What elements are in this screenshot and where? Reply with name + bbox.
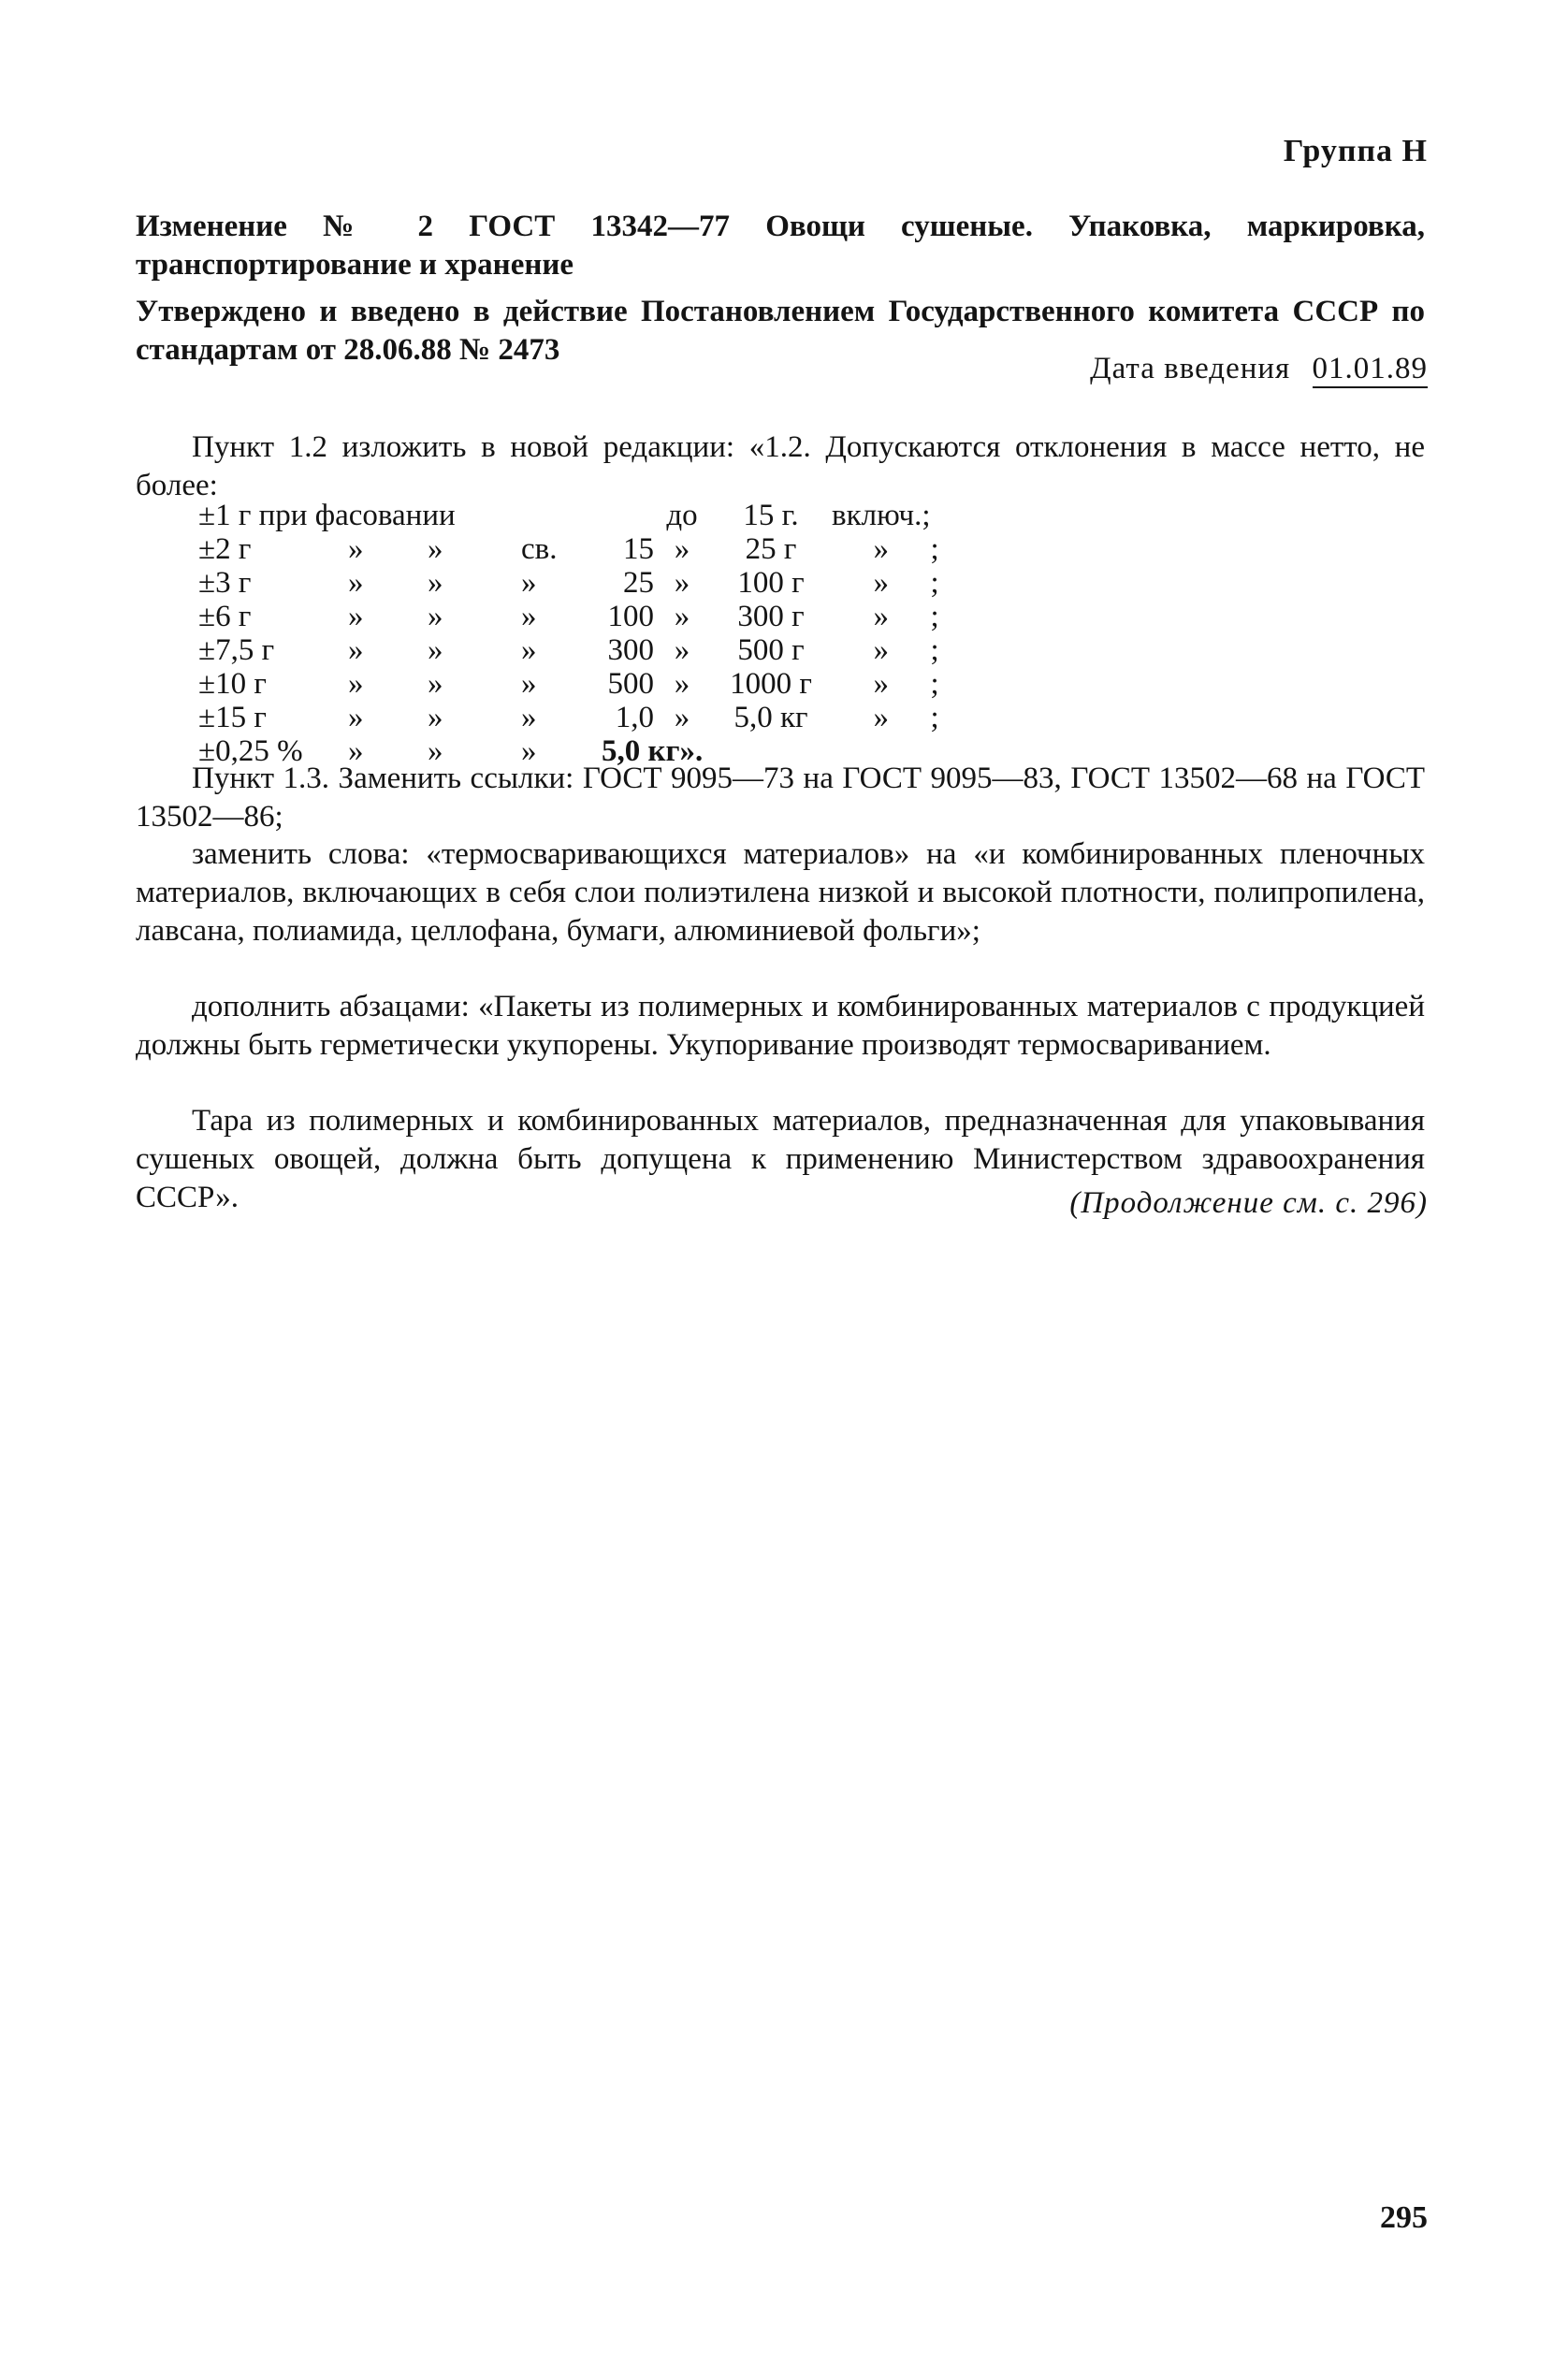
tolerance-row	[198, 667, 950, 701]
tolerance-cell-to: 25 г	[745, 532, 797, 566]
tolerance-cell-end: ;	[930, 667, 939, 701]
tolerance-cell-from: 300	[607, 633, 654, 667]
tolerance-cell-c4: »	[521, 566, 537, 600]
tolerance-cell-c3: »	[428, 734, 443, 768]
tolerance-cell-to: 500 г	[737, 633, 805, 667]
tolerance-cell-tol: ±1 г при фасовании	[198, 499, 456, 532]
clause-1-3-replace-words: заменить слова: «термосваривающихся материалов» на «и комбинированных пленочных материалов, включающих в себя слои полиэтилена низкой и высокой плотности, полипропилена, лавсана, полиамида, целлофана, бумаги, алюминиевой фольги»;	[136, 837, 1425, 948]
tolerance-cell-from: 100	[607, 600, 654, 633]
tolerance-cell-to: 15 г.	[743, 499, 799, 532]
tolerance-cell-end: ;	[930, 633, 939, 667]
page-number: 295	[1380, 2200, 1428, 2235]
tolerance-row	[198, 532, 950, 566]
tolerance-cell-to-word: »	[674, 701, 690, 734]
tolerance-row	[198, 600, 950, 633]
tolerance-cell-c2: »	[348, 734, 364, 768]
tolerance-cell-end	[931, 499, 950, 532]
tolerance-cell-end: ;	[930, 566, 939, 600]
tolerance-cell-c4: »	[521, 667, 537, 701]
tolerance-cell-to-word: »	[674, 566, 690, 600]
group-label: Группа Н	[1283, 134, 1428, 168]
tolerance-cell-q: »	[873, 566, 889, 600]
tolerance-cell-q: включ.;	[832, 499, 931, 532]
tolerance-cell-to-word: »	[674, 633, 690, 667]
tolerance-cell-end: ;	[930, 701, 939, 734]
tolerance-cell-c2: »	[348, 566, 364, 600]
tolerance-cell-tol: ±2 г	[198, 532, 252, 566]
tolerance-cell-c3: »	[428, 701, 443, 734]
amendment-title: Изменение № 2 ГОСТ 13342—77 Овощи сушеные. Упаковка, маркировка, транспортирование и хранение	[136, 210, 1425, 282]
approval-statement: Утверждено и введено в действие Постановлением Государственного комитета СССР по стандартам от 28.06.88 № 2473	[136, 295, 1425, 367]
tolerance-cell-to-word: »	[674, 532, 690, 566]
clause-1-2-intro: Пункт 1.2 изложить в новой редакции: «1.2. Допускаются отклонения в массе нетто, не более:	[136, 430, 1425, 502]
tolerance-cell-c4: »	[521, 600, 537, 633]
tolerance-cell-tol: ±6 г	[198, 600, 252, 633]
tolerance-cell-c4: »	[521, 734, 537, 768]
tolerance-cell-from	[587, 499, 654, 532]
tolerance-cell-c2: »	[348, 600, 364, 633]
tolerance-cell-tol: ±10 г	[198, 667, 267, 701]
tolerance-cell-c4: »	[521, 633, 537, 667]
tolerance-cell-to: 5,0 кг	[733, 701, 808, 734]
tolerance-cell-from: 25	[623, 566, 654, 600]
tolerance-cell-c4: »	[521, 701, 537, 734]
clause-1-3-references: Пункт 1.3. Заменить ссылки: ГОСТ 9095—73 на ГОСТ 9095—83, ГОСТ 13502—68 на ГОСТ 13502—86;	[136, 762, 1425, 834]
tolerance-cell-c3: »	[428, 667, 443, 701]
tolerance-row	[198, 633, 950, 667]
tolerance-cell-to: 1000 г	[730, 667, 812, 701]
tolerance-row	[198, 701, 950, 734]
tolerance-cell-q: »	[873, 532, 889, 566]
tolerance-cell-c2: »	[348, 701, 364, 734]
tolerance-cell-c4: св.	[521, 532, 558, 566]
tolerance-cell-c3: »	[428, 633, 443, 667]
tolerance-cell-from: 15	[623, 532, 654, 566]
tolerance-cell-c3: »	[428, 566, 443, 600]
tolerance-cell-q: »	[873, 701, 889, 734]
tolerance-table	[198, 499, 950, 768]
tolerance-table-body	[198, 499, 950, 768]
tolerance-cell-c2: »	[348, 667, 364, 701]
clause-1-3-add-paragraph: дополнить абзацами: «Пакеты из полимерных и комбинированных материалов с продукцией должны быть герметически укупорены. Укупоривание производят термосвариванием.	[136, 990, 1425, 1062]
tolerance-cell-tol: ±0,25 %	[198, 734, 303, 768]
tolerance-cell-to: 100 г	[737, 566, 805, 600]
tolerance-cell-to-word: »	[674, 600, 690, 633]
effective-date	[1090, 351, 1428, 388]
tolerance-cell-from: 1,0	[615, 701, 654, 734]
tolerance-cell-to-word: до	[666, 499, 698, 532]
tolerance-cell-c2: »	[348, 532, 364, 566]
tolerance-cell-to-word: »	[674, 667, 690, 701]
tolerance-row	[198, 499, 950, 532]
tolerance-cell-from: 500	[607, 667, 654, 701]
tolerance-cell-q: »	[873, 633, 889, 667]
tolerance-cell-c2: »	[348, 633, 364, 667]
clause-1-3-packaging-paragraph: Тара из полимерных и комбинированных материалов, предназначенная для упаковывания сушеных овощей, должна быть допущена к применению Министерством здравоохранения СССР».	[136, 1104, 1425, 1214]
effective-date-value: 01.01.89	[1313, 351, 1429, 388]
tolerance-cell-end: ;	[930, 600, 939, 633]
tolerance-cell-c3: »	[428, 532, 443, 566]
continuation-note: (Продолжение см. с. 296)	[1069, 1186, 1428, 1220]
tolerance-cell-q: »	[873, 667, 889, 701]
tolerance-cell-tol: ±7,5 г	[198, 633, 275, 667]
effective-date-label: Дата введения	[1090, 352, 1291, 385]
tolerance-cell-c3: »	[428, 600, 443, 633]
tolerance-cell-end: ;	[930, 532, 939, 566]
tolerance-row	[198, 566, 950, 600]
tolerance-cell-tol: ±3 г	[198, 566, 252, 600]
tolerance-cell-to: 300 г	[737, 600, 805, 633]
tolerance-cell-from: 5,0 кг».	[602, 734, 704, 768]
tolerance-cell-q: »	[873, 600, 889, 633]
tolerance-cell-tol: ±15 г	[198, 701, 267, 734]
